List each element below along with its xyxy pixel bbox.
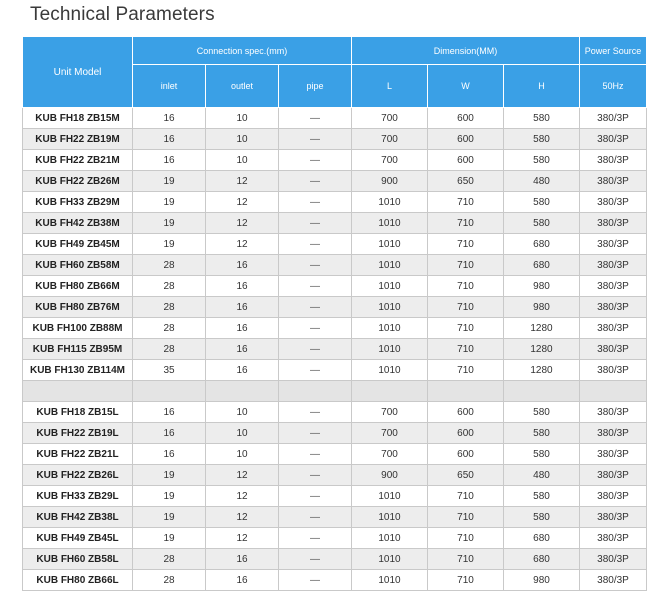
cell-H: 680 bbox=[504, 255, 580, 276]
cell-pipe: — bbox=[279, 255, 352, 276]
cell-W: 600 bbox=[428, 423, 504, 444]
separator-cell bbox=[279, 381, 352, 402]
cell-W: 710 bbox=[428, 234, 504, 255]
cell-H: 580 bbox=[504, 507, 580, 528]
cell-L: 700 bbox=[352, 150, 428, 171]
cell-W: 600 bbox=[428, 108, 504, 129]
cell-pipe: — bbox=[279, 192, 352, 213]
cell-model: KUB FH49 ZB45L bbox=[23, 528, 133, 549]
cell-pipe: — bbox=[279, 150, 352, 171]
table-row bbox=[23, 192, 647, 213]
cell-W: 710 bbox=[428, 360, 504, 381]
separator-cell bbox=[206, 381, 279, 402]
cell-model: KUB FH33 ZB29L bbox=[23, 486, 133, 507]
header-frequency: 50Hz bbox=[580, 65, 647, 108]
cell-W: 600 bbox=[428, 402, 504, 423]
cell-model: KUB FH80 ZB76M bbox=[23, 297, 133, 318]
cell-pipe: — bbox=[279, 402, 352, 423]
cell-L: 1010 bbox=[352, 318, 428, 339]
table-row bbox=[23, 129, 647, 150]
cell-power: 380/3P bbox=[580, 486, 647, 507]
table-row bbox=[23, 255, 647, 276]
cell-H: 580 bbox=[504, 192, 580, 213]
parameters-table-container bbox=[22, 36, 646, 591]
cell-H: 1280 bbox=[504, 318, 580, 339]
cell-H: 580 bbox=[504, 213, 580, 234]
header-connection-spec: Connection spec.(mm) bbox=[133, 37, 352, 65]
cell-power: 380/3P bbox=[580, 528, 647, 549]
cell-model: KUB FH22 ZB21M bbox=[23, 150, 133, 171]
cell-model: KUB FH49 ZB45M bbox=[23, 234, 133, 255]
cell-W: 710 bbox=[428, 297, 504, 318]
cell-model: KUB FH18 ZB15M bbox=[23, 108, 133, 129]
cell-pipe: — bbox=[279, 486, 352, 507]
cell-pipe: — bbox=[279, 507, 352, 528]
cell-inlet: 28 bbox=[133, 570, 206, 591]
cell-outlet: 16 bbox=[206, 318, 279, 339]
cell-inlet: 28 bbox=[133, 549, 206, 570]
table-row bbox=[23, 549, 647, 570]
cell-L: 1010 bbox=[352, 570, 428, 591]
cell-model: KUB FH18 ZB15L bbox=[23, 402, 133, 423]
cell-pipe: — bbox=[279, 108, 352, 129]
cell-outlet: 16 bbox=[206, 297, 279, 318]
cell-pipe: — bbox=[279, 213, 352, 234]
header-height: H bbox=[504, 65, 580, 108]
cell-H: 980 bbox=[504, 570, 580, 591]
cell-model: KUB FH33 ZB29M bbox=[23, 192, 133, 213]
table-row bbox=[23, 444, 647, 465]
header-unit-model: Unit Model bbox=[23, 37, 133, 108]
cell-power: 380/3P bbox=[580, 444, 647, 465]
cell-H: 980 bbox=[504, 297, 580, 318]
cell-model: KUB FH22 ZB26M bbox=[23, 171, 133, 192]
cell-H: 1280 bbox=[504, 339, 580, 360]
cell-model: KUB FH60 ZB58L bbox=[23, 549, 133, 570]
cell-L: 1010 bbox=[352, 360, 428, 381]
cell-power: 380/3P bbox=[580, 339, 647, 360]
cell-model: KUB FH115 ZB95M bbox=[23, 339, 133, 360]
cell-pipe: — bbox=[279, 234, 352, 255]
cell-inlet: 19 bbox=[133, 213, 206, 234]
cell-W: 710 bbox=[428, 507, 504, 528]
cell-pipe: — bbox=[279, 423, 352, 444]
cell-inlet: 16 bbox=[133, 444, 206, 465]
cell-H: 580 bbox=[504, 108, 580, 129]
cell-outlet: 12 bbox=[206, 465, 279, 486]
cell-inlet: 16 bbox=[133, 108, 206, 129]
cell-pipe: — bbox=[279, 297, 352, 318]
cell-outlet: 10 bbox=[206, 129, 279, 150]
cell-L: 700 bbox=[352, 444, 428, 465]
separator-cell bbox=[23, 381, 133, 402]
table-row bbox=[23, 150, 647, 171]
cell-L: 700 bbox=[352, 423, 428, 444]
table-row bbox=[23, 276, 647, 297]
cell-W: 710 bbox=[428, 339, 504, 360]
cell-pipe: — bbox=[279, 360, 352, 381]
cell-outlet: 10 bbox=[206, 423, 279, 444]
cell-W: 650 bbox=[428, 171, 504, 192]
cell-H: 580 bbox=[504, 150, 580, 171]
cell-model: KUB FH42 ZB38L bbox=[23, 507, 133, 528]
cell-L: 1010 bbox=[352, 213, 428, 234]
cell-power: 380/3P bbox=[580, 171, 647, 192]
cell-outlet: 16 bbox=[206, 549, 279, 570]
cell-outlet: 12 bbox=[206, 486, 279, 507]
cell-power: 380/3P bbox=[580, 276, 647, 297]
separator-cell bbox=[428, 381, 504, 402]
cell-L: 1010 bbox=[352, 528, 428, 549]
cell-inlet: 28 bbox=[133, 255, 206, 276]
cell-outlet: 10 bbox=[206, 150, 279, 171]
cell-inlet: 16 bbox=[133, 423, 206, 444]
cell-H: 680 bbox=[504, 528, 580, 549]
cell-pipe: — bbox=[279, 318, 352, 339]
cell-H: 580 bbox=[504, 423, 580, 444]
cell-outlet: 10 bbox=[206, 402, 279, 423]
section-separator-row bbox=[23, 381, 647, 402]
cell-outlet: 10 bbox=[206, 444, 279, 465]
cell-power: 380/3P bbox=[580, 318, 647, 339]
separator-cell bbox=[580, 381, 647, 402]
table-row bbox=[23, 360, 647, 381]
cell-L: 700 bbox=[352, 108, 428, 129]
cell-H: 580 bbox=[504, 444, 580, 465]
cell-H: 480 bbox=[504, 171, 580, 192]
header-width: W bbox=[428, 65, 504, 108]
table-row bbox=[23, 108, 647, 129]
header-outlet: outlet bbox=[206, 65, 279, 108]
cell-pipe: — bbox=[279, 549, 352, 570]
cell-pipe: — bbox=[279, 276, 352, 297]
cell-pipe: — bbox=[279, 444, 352, 465]
cell-power: 380/3P bbox=[580, 234, 647, 255]
cell-model: KUB FH22 ZB19M bbox=[23, 129, 133, 150]
cell-power: 380/3P bbox=[580, 465, 647, 486]
cell-L: 700 bbox=[352, 129, 428, 150]
cell-model: KUB FH80 ZB66L bbox=[23, 570, 133, 591]
cell-inlet: 19 bbox=[133, 171, 206, 192]
cell-model: KUB FH100 ZB88M bbox=[23, 318, 133, 339]
cell-power: 380/3P bbox=[580, 108, 647, 129]
cell-power: 380/3P bbox=[580, 549, 647, 570]
table-row bbox=[23, 570, 647, 591]
table-row bbox=[23, 318, 647, 339]
cell-outlet: 16 bbox=[206, 570, 279, 591]
cell-W: 600 bbox=[428, 150, 504, 171]
cell-W: 710 bbox=[428, 318, 504, 339]
table-row bbox=[23, 507, 647, 528]
cell-inlet: 16 bbox=[133, 402, 206, 423]
table-row bbox=[23, 297, 647, 318]
cell-outlet: 16 bbox=[206, 339, 279, 360]
cell-H: 480 bbox=[504, 465, 580, 486]
header-length: L bbox=[352, 65, 428, 108]
cell-model: KUB FH60 ZB58M bbox=[23, 255, 133, 276]
cell-model: KUB FH80 ZB66M bbox=[23, 276, 133, 297]
cell-H: 580 bbox=[504, 129, 580, 150]
cell-L: 1010 bbox=[352, 549, 428, 570]
cell-L: 1010 bbox=[352, 192, 428, 213]
cell-outlet: 12 bbox=[206, 528, 279, 549]
table-row bbox=[23, 423, 647, 444]
cell-H: 680 bbox=[504, 234, 580, 255]
table-row bbox=[23, 234, 647, 255]
cell-inlet: 19 bbox=[133, 507, 206, 528]
cell-outlet: 12 bbox=[206, 171, 279, 192]
header-dimension: Dimension(MM) bbox=[352, 37, 580, 65]
header-row-top bbox=[23, 37, 647, 65]
cell-power: 380/3P bbox=[580, 360, 647, 381]
page-title: Technical Parameters bbox=[30, 4, 215, 25]
cell-inlet: 19 bbox=[133, 486, 206, 507]
cell-L: 1010 bbox=[352, 234, 428, 255]
cell-inlet: 28 bbox=[133, 339, 206, 360]
cell-power: 380/3P bbox=[580, 570, 647, 591]
cell-inlet: 19 bbox=[133, 465, 206, 486]
cell-power: 380/3P bbox=[580, 423, 647, 444]
cell-H: 980 bbox=[504, 276, 580, 297]
cell-inlet: 19 bbox=[133, 234, 206, 255]
cell-L: 900 bbox=[352, 171, 428, 192]
cell-power: 380/3P bbox=[580, 402, 647, 423]
cell-W: 710 bbox=[428, 192, 504, 213]
cell-W: 600 bbox=[428, 444, 504, 465]
cell-L: 1010 bbox=[352, 339, 428, 360]
separator-cell bbox=[352, 381, 428, 402]
cell-H: 580 bbox=[504, 486, 580, 507]
table-row bbox=[23, 528, 647, 549]
header-pipe: pipe bbox=[279, 65, 352, 108]
cell-model: KUB FH130 ZB114M bbox=[23, 360, 133, 381]
cell-inlet: 28 bbox=[133, 276, 206, 297]
cell-outlet: 16 bbox=[206, 360, 279, 381]
cell-inlet: 35 bbox=[133, 360, 206, 381]
cell-H: 580 bbox=[504, 402, 580, 423]
cell-pipe: — bbox=[279, 465, 352, 486]
cell-model: KUB FH22 ZB19L bbox=[23, 423, 133, 444]
cell-pipe: — bbox=[279, 570, 352, 591]
cell-L: 1010 bbox=[352, 276, 428, 297]
separator-cell bbox=[504, 381, 580, 402]
cell-inlet: 19 bbox=[133, 528, 206, 549]
table-row bbox=[23, 213, 647, 234]
cell-model: KUB FH42 ZB38M bbox=[23, 213, 133, 234]
cell-outlet: 16 bbox=[206, 255, 279, 276]
cell-inlet: 16 bbox=[133, 129, 206, 150]
table-row bbox=[23, 339, 647, 360]
cell-outlet: 12 bbox=[206, 192, 279, 213]
cell-L: 1010 bbox=[352, 297, 428, 318]
table-row bbox=[23, 402, 647, 423]
cell-inlet: 28 bbox=[133, 297, 206, 318]
cell-outlet: 12 bbox=[206, 213, 279, 234]
cell-W: 710 bbox=[428, 570, 504, 591]
cell-H: 1280 bbox=[504, 360, 580, 381]
cell-inlet: 19 bbox=[133, 192, 206, 213]
cell-L: 900 bbox=[352, 465, 428, 486]
table-row bbox=[23, 465, 647, 486]
cell-L: 700 bbox=[352, 402, 428, 423]
cell-power: 380/3P bbox=[580, 192, 647, 213]
table-row bbox=[23, 171, 647, 192]
cell-pipe: — bbox=[279, 339, 352, 360]
cell-pipe: — bbox=[279, 528, 352, 549]
cell-power: 380/3P bbox=[580, 255, 647, 276]
cell-W: 600 bbox=[428, 129, 504, 150]
cell-H: 680 bbox=[504, 549, 580, 570]
cell-power: 380/3P bbox=[580, 507, 647, 528]
cell-W: 710 bbox=[428, 549, 504, 570]
cell-inlet: 16 bbox=[133, 150, 206, 171]
cell-W: 710 bbox=[428, 213, 504, 234]
header-power-source: Power Source bbox=[580, 37, 647, 65]
table-body bbox=[23, 108, 647, 591]
cell-L: 1010 bbox=[352, 255, 428, 276]
separator-cell bbox=[133, 381, 206, 402]
cell-L: 1010 bbox=[352, 507, 428, 528]
cell-W: 710 bbox=[428, 276, 504, 297]
cell-power: 380/3P bbox=[580, 297, 647, 318]
cell-power: 380/3P bbox=[580, 213, 647, 234]
cell-W: 710 bbox=[428, 528, 504, 549]
cell-model: KUB FH22 ZB26L bbox=[23, 465, 133, 486]
table-row bbox=[23, 486, 647, 507]
cell-model: KUB FH22 ZB21L bbox=[23, 444, 133, 465]
cell-pipe: — bbox=[279, 129, 352, 150]
cell-outlet: 12 bbox=[206, 234, 279, 255]
parameters-table bbox=[22, 36, 647, 591]
cell-outlet: 16 bbox=[206, 276, 279, 297]
cell-W: 710 bbox=[428, 486, 504, 507]
cell-power: 380/3P bbox=[580, 129, 647, 150]
cell-L: 1010 bbox=[352, 486, 428, 507]
cell-outlet: 10 bbox=[206, 108, 279, 129]
cell-inlet: 28 bbox=[133, 318, 206, 339]
cell-W: 650 bbox=[428, 465, 504, 486]
cell-W: 710 bbox=[428, 255, 504, 276]
cell-power: 380/3P bbox=[580, 150, 647, 171]
cell-outlet: 12 bbox=[206, 507, 279, 528]
header-inlet: inlet bbox=[133, 65, 206, 108]
cell-pipe: — bbox=[279, 171, 352, 192]
